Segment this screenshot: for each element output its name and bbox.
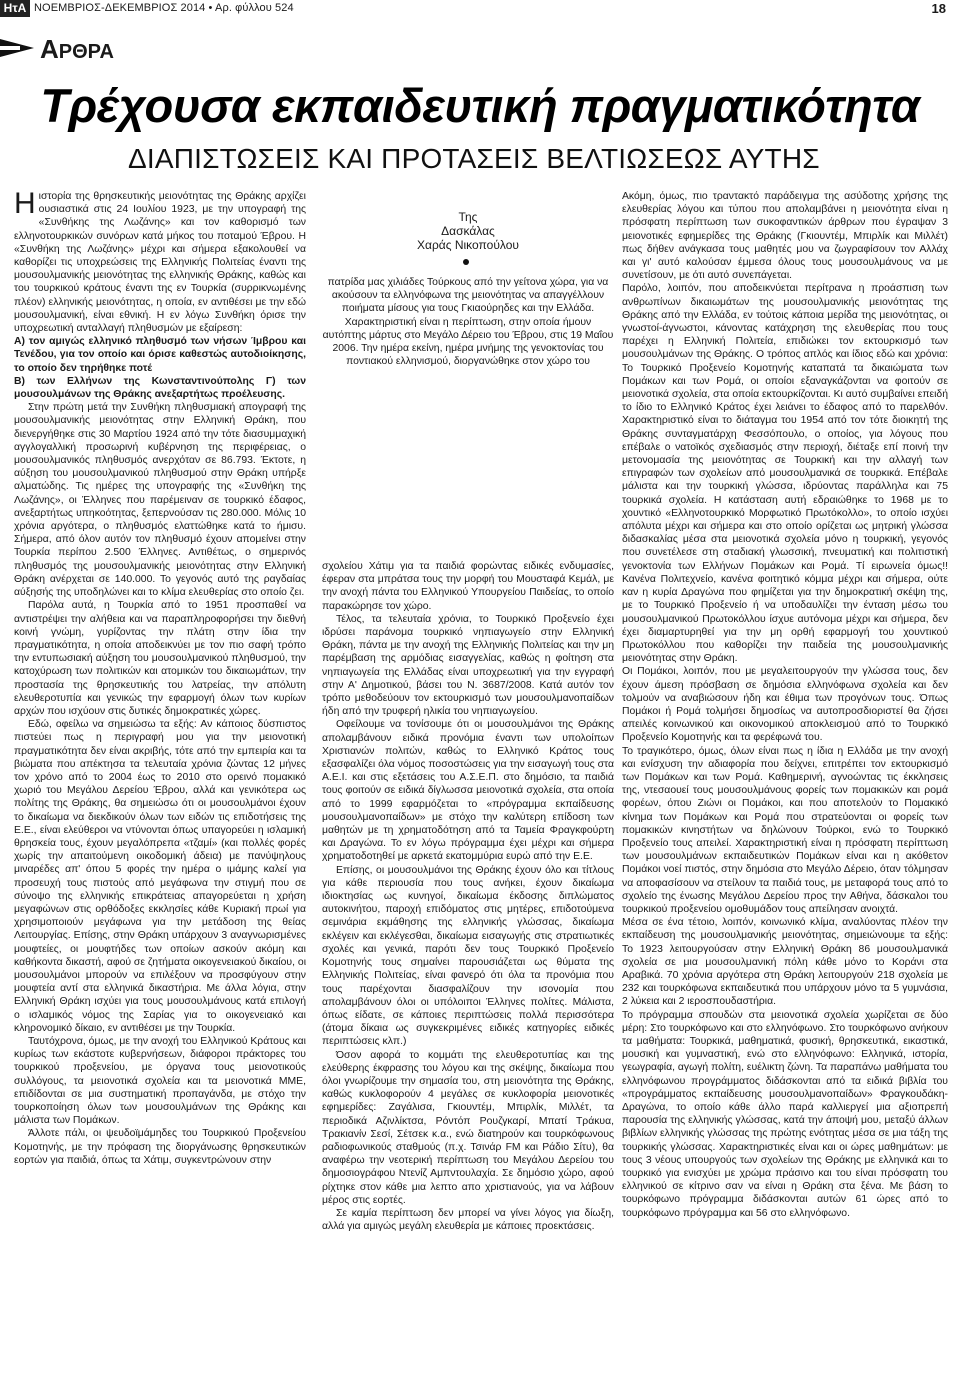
article-column-2-top <box>322 276 614 372</box>
paragraph: Σε καμία περίπτωση δεν μπορεί να γίνει λόγος για δίωξη, αλλά για αμιγώς μεγάλη ελευθερία με κάποιες προεκτάσεις. <box>322 1207 614 1233</box>
byline-dot <box>463 259 469 265</box>
byline-prefix: Της <box>458 210 478 224</box>
section-label <box>40 34 114 65</box>
paragraph: πατρίδα μας χιλιάδες Τούρκους από την γείτονα χώρα, για να ακούσουν τα ελληνόφωνα της μειονότητας να απαγγέλλουν ποιήματα μίσους για τους Γκιαούρηδες και την Ελλάδα. <box>327 277 609 315</box>
arrow-notch <box>0 46 20 50</box>
paragraph: Μέσα σε ένα τέτοιο, λοιπόν, κοινωνικό κλίμα, αναλύοντας πλέον την εκπαίδευση της μουσουλμανικής μειονότητας, σημειώνουμε τα εξής: Το 1923 λειτουργούσαν στην Ελληνική Θράκη 86 μουσουλμανικά σχολεία σε μια μουσουλμανική πόλη κάθε μόνο το Κοράνι στα Αραβικά. 70 χρόνια αργότερα στη Θράκη λειτουργούν 218 σχολεία με 232 και τουρκόφωνα εκπαιδευτικά που υπάρχουν μόνο τα 5 γυμνάσια, 2 λύκεια και 2 ιεροσπουδαστήρια. <box>622 917 948 1008</box>
paragraph: Άλλοτε πάλι, οι ψευδοϊμάμηδες του Τουρκικού Προξενείου Κομοτηνής, με την πρόφαση της διοργάνωσης θρησκευτικών εορτών για παιδιά, όπως τα Χάτιμ, συγκεντρώνουν στην <box>14 1128 306 1166</box>
paragraph-bold: Α) τον αμιγώς ελληνικό πληθυσμό των νήσων Ίμβρου και Τενέδου, για τον οποίο και όρισε καθεστώς αυτοδιοίκησης, το οποίο δεν τηρήθηκε ποτέ <box>14 336 306 374</box>
article-column-3 <box>622 190 948 1380</box>
paragraph: Το τραγικότερο, όμως, όλων είναι πως η ίδια η Ελλάδα με την ανοχή και ενίσχυση την αδιαφορία που δείχνει, επιτρέπει τον εκτουρκισμό των Πομάκων και των Ρομά. Καθημερινή, αγνοώντας τις έκκλησεις της, ντεσαουεί τους μουσουλμάνους φορείς των πομακικών και ρομά φορέων, όπου Ζιώνι οι Πομάκοι, και που αποτελούν το Πομακικό κίνημα των Πομάκων και Ρομά που στρατεύονται οι φορείς των πομακικών κινηστήτων να δηλώνουν Τούρκοι, ενώ το Τουρκικό Προξενείο τους απειλεί. Χαρακτηριστική είναι η πρόσφατη περίπτωση των μουσουλμάνων εκπαιδευτικών Πομάκων είναι και η ακόθετον Πομάκοι νοεί πιστός, στην δημόσια στο Μεγάλο Δέρειο, όταν τόλμησαν να αποφασίσουν να στείλουν τα παιδιά τους, με μεταφορά τους από το σχολείο της ένωσης Μεγάλου Δερείου προς την Αθήνα, δάσκαλοι του τουρκικού προξενείου ομοθυμάδον τους απείλησαν ανοιχτά. <box>622 745 948 915</box>
paragraph: Ακόμη, όμως, πιο τραντακτό παράδειγμα της ασύδοτης χρήσης της ελευθερίας λόγου και τύπου που απολαμβάνει η μειονότητα είναι η πρόσφατη περίπτωση των συκοφαντικών άρθρων που έγραψαν 3 μειονοτικές εφημερίδες της Θράκης (Γκιουντέμ, Μπιρλίκ και Μιλλέτ) πως δήθεν ανάγκασα τους μαθητές μου να ζωγραφίσουν τον Αλλάχ και γι' αυτό καλούσαν έμμεσα όλους τους μουσουλμάνους να με συνετίσουν, με ότι αυτό συνεπάγεται. <box>622 191 948 282</box>
page-header <box>0 0 960 18</box>
paragraph: Οφείλουμε να τονίσουμε ότι οι μουσουλμάνοι της Θράκης απολαμβάνουν ειδικά προνόμια έναντι των υπολοίπων Χριστιανών πολιτών, καθώς το Ελληνικό Κράτος τους εξασφαλίζει όλα νόμος ποσοστώσεις για την εισαγωγή τους στα Α.Ε.Ι. και στις εξετάσεις του Α.Σ.Ε.Π. στο δημόσιο, τα παιδιά τους φοιτούν σε ειδικά δίγλωσσα μειονοτικά σχολεία, στα οποία από το 1999 εφαρμόζεται το «πρόγραμμα εκπαίδευσης μουσουλμανοπαίδων» με στόχο την καλύτερη επίδοση των μαθητών με τη χρηματοδότηση από τα Ταμεία Φραγκφούρτη και Δραγώνα. Το εν λόγω πρόγραμμα έχει μέχρι και σήμερα χρηματοδοτηθεί με αρκετά εκατομμύρια ευρώ από την Ε.Ε. <box>322 719 614 863</box>
article-column-1 <box>14 190 306 1380</box>
paragraph: Χαρακτηριστική είναι η περίπτωση, στην οποία ήμουν αυτόπτης μάρτυς στο Μεγάλο Δέρειο του Έβρου, στις 19 Μαΐου 2006. Την ημέρα εκείνη, ημέρα μνήμης της γενοκτονίας του ποντιακού ελληνισμού, διοργανώθηκε στον χώρο του <box>322 316 614 368</box>
article-subtitle: ΔΙΑΠΙΣΤΩΣΕΙΣ ΚΑΙ ΠΡΟΤΑΣΕΙΣ ΒΕΛΤΙΩΣΕΩΣ ΑΥΤΗΣ <box>128 143 820 174</box>
section-label-rest: ΡΘΡΑ <box>58 41 114 63</box>
paragraph: Όσον αφορά το κομμάτι της ελευθεροτυπίας και της ελεύθερης έκφρασης του λόγου και της σκέψης, δικαίωμα που όλοι γνωρίζουμε την σημασία του, στη μειονότητα της Θράκης, καθώς κυκλοφορούν 4 μεγάλες σε κυκλοφορία μειονοτικές εφημερίδες: Ζαγάλισα, Γκιουντέμ, Μπιρλίκ, Μιλλέτ, τα περιοδικά Αζινλίκτσα, Ρόντόπ Ρουζγκαρί, Μπατί Τράκυα, Τρακιανίν Σεσί, Σέτσεκ κ.α., ενώ διατηρούν και τουρκόφωνους ραδιοφωνικούς σταθμούς (π.χ. Τσινάρ FM και Ράδιο Σίτυ), θα αναφέρω την νεοτερική περίπτωση του Μεγάλου Δερείου του δημοσιογράφου Ντενίζ Αμπντουλαχία. Σε δημόσιο χώρο, αφού ρίχτηκε στον κάθε μια λεπτο απο χριστιανούς, για να λάβουν μέρος στις εορτές. <box>322 1049 614 1206</box>
article-headline: Τρέχουσα εκπαιδευτική πραγματικότητα <box>40 79 920 132</box>
byline-name: Χαράς Νικοπούλου <box>417 238 519 252</box>
article-byline <box>322 210 614 252</box>
paragraph: Τέλος, τα τελευταία χρόνια, το Τουρκικό Προξενείο έχει ιδρύσει παράνομα τουρκικό νηπιαγωγείο στην Ελληνική Θράκη, πάντα με την ανοχή της Ελληνικής Πολιτείας και την μη παρέμβαση της αρμόδιας εισαγγελίας, καθώς η φοίτηση στα νηπιαγωγεία της Ελλάδας είναι υποχρεωτική για την εγγραφή στην Α' Δημοτικού, βάσει του Ν. 3687/2008. Κατά αυτόν τον τρόπο μεθοδεύουν τον εκτουρκισμό των μουσουλμανοπαίδων ήδη από την τρυφερή ηλικία του νηπιαγωγείου. <box>322 613 614 718</box>
section-label-cap: Α <box>40 34 59 64</box>
paragraph-text: ιστορία της θρησκευτικής μειονότητας της Θράκης αρχίζει ουσιαστικά στις 24 Ιουλίου 1923, με την υπογραφή της «Συνθήκης της Λωζάνης» και τον καθορισμό των ελληνοτουρκικών συνόρων κατά μήκος του ποταμού Έβρου. Η «Συνθήκη της Λωζάνης» μέχρι και σήμερα εξακολουθεί να καθορίζει τις υποχρεώσεις της Ελληνικής Πολιτείας έναντι της μουσουλμανικής μειονότητας της ελληνικής Θράκης, καθώς και του τουρκικού κράτους έναντι της εν Τουρκία (συρρικνωμένης πλέον) ελληνικής μειονότητας, η οποία, εν αντιθέσει με την εδώ μουσουλμανική, είναι εθνική. Η εν λόγω Συνθήκη όρισε την υποχρεωτική ανταλλαγή πληθυσμών με εξαίρεση: <box>14 191 306 335</box>
paragraph: Παρόλα αυτά, η Τουρκία από το 1951 προσπαθεί να αντιστρέψει την αλήθεια και να παραπληροφορήσει την διεθνή κοινή γνώμη, γυρίζοντας την πλάτη στην ίδια την πραγματικότητα, η οποία αποδεικνύει με τον πιο σαφή τρόπο την εντυπωσιακή αύξηση του μουσουλμανικού πληθυσμού, την κατοχύρωση των πολιτικών και ατομικών του δικαιωμάτων, την προστασία της θρησκευτικής του λατρείας, την απόλυτη ελευθεροτυπία και γενικώς την εφαρμογή όλων των κυρίων αρχών που ισχύουν στις δυτικές δημοκρατικές χώρες. <box>14 600 306 717</box>
newspaper-logo: HτA <box>0 0 30 17</box>
paragraph: Οι Πομάκοι, λοιπόν, που με μεγαλειτουργούν την γλώσσα τους, δεν έχουν άμεση πρόσβαση σε δημόσια ελληνόφωνα σχολεία και δεν τολμούν να αναβιώσουν ήδη και έθιμα των προγόνων τους. Όπως Πομάκοι ή Ρομά τολμήσει δημοσίως να αυτοπροσδιοριστεί θα ζήσει απειλές κοινωνικού και οικονομικού αποκλεισμού από το Τουρκικό Προξενείο Κομοτηνής και τα φερέφωνά του. <box>622 666 948 744</box>
paragraph: Επίσης, οι μουσουλμάνοι της Θράκης έχουν όλο και τίτλους για κάθε περιουσία που τους ανήκει, έχουν δικαίωμα ιδιοκτησίας ως κυνηγοί, δικαίωμα έκδοσης διπλώματος αυτοκινήτου, παροχή επιδόματος στις μητέρες, επιδοτούμενα σεμινάρια εκμάθησης της ελληνικής γλώσσας, δικαίωμα εκλέγειν και εκλέγεσθαι, δικαίωμα εισαγωγής στις στρατιωτικές σχολές και γενικά, παρότι δεν τους Τουρκικό Προξενείο Κομοτηνής τους σημαίνει παρουσιάζεται ως θύματα της Ελληνικής Πολιτείας, είναι φανερό ότι όλα τα προνόμια που τους παρέχονται διασφαλίζουν την ισονομία που απολαμβάνουν όλοι οι υπόλοιποι Έλληνες πολίτες. Μάλιστα, όπως είδατε, σε κάποιες περιπτώσεις πολλά περισσότερα (άτομα δίκαια ως συγκεκριμένες ειδικές κατηγορίες ειδικές περιπτώσεις κλπ.) <box>322 864 614 1048</box>
paragraph: σχολείου Χάτιμ για τα παιδιά φορώντας ειδικές ενδυμασίες, έφεραν στα μπράτσα τους την μορφή του Μουσταφά Κεμάλ, με την ανοχή πάντα του Ελληνικού Υπουργείου Παιδείας, το οποίο παρακώρησε τον χώρο. <box>322 561 614 612</box>
paragraph: Ταυτόχρονα, όμως, με την ανοχή του Ελληνικού Κράτους και κυρίως των εκάστοτε κυβερνήσεων, διάφοροι πράκτορες του τουρκικού προξενείου, με όργανα τους μειονοτικούς συλλόγους, τα μειονοτικά σχολεία και τα μειονοτικά ΜΜΕ, επιδίδονται σε μια συστηματική προπαγάνδα, με στόχο την τουρκοποίηση όλων των μουσουλμάνων της Θράκης και μάλιστα των Πομάκων. <box>14 1036 306 1127</box>
article-column-2 <box>322 560 614 1380</box>
issue-info: ΝΟΕΜΒΡΙΟΣ-ΔΕΚΕΜΒΡΙΟΣ 2014 • Αρ. φύλλου 524 <box>34 2 294 14</box>
paragraph-bold: Β) των Ελλήνων της Κωνσταντινούπολης Γ) των μουσουλμάνων της Θράκης ανεξαρτήτως προέλευσης. <box>14 375 306 401</box>
paragraph: Παρόλο, λοιπόν, που αποδεικνύεται περίτρανα η προάσπιση των ανθρωπίνων δικαιωμάτων της μουσουλμανικής μειονότητας της Θράκης από την Ελλάδα, εν τούτοις κάποια μερίδα της μειονότητας, οι γνωστοί-άγνωστοι, κάνοντας κατάχρηση της ελευθερίας που τους παρέχει η Ελληνική Πολιτεία, επιδιώκει τον εκτουρκισμό των μουσουλμάνων της Θράκης. Ο τρόπος απλός και ίδιος εδώ και χρόνια: Το Τουρκικό Προξενείο Κομοτηνής καταπατά τα δικαιώματα των Πομάκων και των Ρομά, οι οποίοι εξαναγκάζονται να φοιτούν σε μειονοτικά σχολεία, στα οποία εκτουρκίζονται. Κι αυτό συμβαίνει επειδή το ίδιο το Ελληνικό Κράτος έχει λειάνει το έδαφος από το παρελθόν. Χαρακτηριστικό είναι το διάταγμα του 1954 από τον τότε διοικητή της Θράκης συνταγματάρχη Φεσσόπουλο, ο οποίος, για λόγους που επέβαλε ο νατοϊκός σχεδιασμός στην περιοχή, διέταξε επί ποινή την μετονομασία της μειονότητας σε Τουρκική και την αλλαγή των επιγραφών των σχολείων από μουσουλμανικά σε τουρκικά. Επέβαλε μάλιστα και την τουρκική γλώσσα, ιδρύοντας παράλληλα και 75 τουρκικά σχολεία. Η κατάσταση αυτή εδραιώθηκε το 1968 με το χουντικό «Ελληνοτουρκικό Μορφωτικό Πρωτόκολλο», το οποίο ισχύει απόλυτα μέχρι και σήμερα και στο οποίο ορίζεται ως μητρική γλώσσα διδασκαλίας μέσα στα μειονοτικά σχολεία μόνο η τουρκική, γεγονός που συνετέλεσε στη σταδιακή γλωσσική, πνευματική και πολιτιστική γενοκτονία των Ελλήνων Πομάκων και Ρομά. Τί ειρωνεία όμως!! Κανένα Πολιτεχνείο, κανένα φοιτητικό κόμμα μέχρι και σήμερα, ούτε καν η κυρία Δραγώνα που φημίζεται για την δημοκρατική σκέψη της, με το Τουρκικό Προξενείο ή να υποδαυλίζει την ένταση μέσω του μουσουλμανικού Πρωτοκόλλου ίσχυε αυτόνομα μέχρι και σήμερα, δεν έχει διαμαρτυρηθεί για την μη ορθή εφαρμογή του χουντικού Πρωτοκόλλου που καθορίζει την παιδεία της μουσουλμανικής μειονότητας στην Θράκη. <box>622 283 948 665</box>
paragraph <box>14 190 306 335</box>
drop-cap: Η <box>14 190 36 220</box>
byline-role: Δασκάλας <box>441 224 495 238</box>
paragraph: Το πρόγραμμα σπουδών στα μειονοτικά σχολεία χωρίζεται σε δύο μέρη: Στο τουρκόφωνο και στο ελληνόφωνο. Στο τουρκόφωνο ανήκουν τα μαθήματα: Τουρκικά, μαθηματικά, φυσική, θρησκευτικά, εικαστικά, μουσική και γυμναστική, ενώ στο ελληνόφωνο: Ελληνικά, ιστορία, γεωγραφία, αγωγή πολίτη, ευέλικτη ζώνη. Τα παραπάνω μαθήματα του ελληνόφωνου προγράμματος διδάσκονται από τα ειδικά βιβλία του «προγράμματος εκπαίδευσης μουσουλμανοπαίδων» Φραγκουδάκη-Δραγώνα, το οποίο κάθε άλλο παρά καλλιεργεί μια αξιοπρεπή παρουσία της ελληνικής γλώσσας, κατά την άποψή μου, μεταξύ άλλων βιβλίων ελληνικής γλώσσας της πρώτης ενότητας μέσα σε μια τάξη της τουρκικής γλώσσας. Χαρακτηριστικές είναι και οι ώρες μαθημάτων: με τους 3 νέους υπουργούς των σχολείων της Θράκης με ελληνικά και το τουρκικό για ενισχύει με χρώμα πράσινο και του είναι πρόσφατη του ελληνικού σε κίτρινο σαν να είναι η Θράκη στα ξένα. Με βάση το τουρκόφωνο πρόγραμμα διδάσκονται αυτών 61 ώρες από το τουρκόφωνο πρόγραμμα και 56 στο ελληνόφωνο. <box>622 1009 948 1219</box>
paragraph: Στην πρώτη μετά την Συνθήκη πληθυσμιακή απογραφή της μουσουλμανικής μειονότητας στην Ελληνική Θράκη, που διενεργήθηκε στις 30 Μαρτίου 1924 από την τότε διασυμμαχική αγγλογαλλική προσωρινή κυβέρνηση της περιφέρειας, ο μουσουλμανικός πληθυσμός ανερχόταν σε 86.793. Έκτοτε, η αύξηση του μουσουλμανικού πληθυσμού στην Θράκη υπήρξε αλματώδης. Τις ημέρες της υπογραφής της «Συνθήκη της Λωζάνης», οι Έλληνες που παρέμειναν σε τουρκικό έδαφος, ανεξαρτήτως υπηκοότητας, ξεπερνούσαν τις 280.000. Μόλις 10 χρόνια αργότερα, ο πληθυσμός ελαττώθηκε κατά το ήμισυ. Σήμερα, από όλον αυτόν τον πληθυσμό έχουν απομείνει στην Τουρκία περίπου 2.500 Έλληνες. Αντιθέτως, ο σημερινός πληθυσμός της μουσουλμανικής μειονότητας στην Ελληνική Θράκη ανέρχεται σε 140.000. Το γεγονός αυτό της ραγδαίας αύξησής της υποδηλώνει και το κλίμα ελευθερίας στο οποίο ζει. <box>14 402 306 599</box>
page-number: 18 <box>931 1 946 16</box>
paragraph: Εδώ, οφείλω να σημειώσω τα εξής: Αν κάποιος δύσπιστος πιστεύει πως η περιγραφή μου για την μειονοτική πραγματικότητα δεν είναι ακριβής, τότε από την εμπειρία και τα βιώματα που απέκτησα τα τελευταία χρόνια ζώντας 12 μήνες τον χρόνο από το 2004 έως το 2010 στο ορεινό πομακικό χωριό του Μεγάλου Δερείου Έβρου, αλλά και γενικότερα ως πολίτης της Θράκης, θα σημειώσω ότι οι μουσουλμάνοι έχουν το δικαίωμα να διεκδικούν όλων των ειδών τις επιδοτήσεις της Ε.Ε., είναι ελεύθεροι να ντύνονται όπως υπαγορεύει η ισλαμική θρησκεία τους, έχουν μεγαλόπρεπα «τζαμί» (και πολλές φορές χωρίς την απαιτούμενη οικοδομική άδεια) με πανύψηλους μιναρέδες απ' όπου 5 φορές την ημέρα ο ιμάμης καλεί για προσευχή τους πιστούς από μεγάφωνα την στιγμή που σε σύνοψο της ελληνικής επικράτειας απαγορεύεται η χρήση μεγαφώνων στις ορθόδοξες εκκλησίες κάθε Κυριακή πρωί για χρησιμοποιούν μεγάφωνα για την μετάδοση της θείας Λειτουργίας. Επίσης, στην Θράκη υπάρχουν 3 αναγνωρισμένες μουφτείες, οι μουφτήδες των οποίων ασκούν ακόμη και καθήκοντα δικαστή, αφού σε ζητήματα οικογενειακού δικαίου, οι μουσουλμάνοι μπορούν να επιλέξουν να προσφύγουν στην μουφτεία αντί στα ελληνικά δικαστήρια. Με άλλα λόγια, στην Ελληνική Θράκη ισχύει για τους μουσουλμάνους κατά επιλογή ο ισλαμικός νόμος της Σαρίας για το οικογενειακό και κληρονομικό δίκαιο, εν αντιθέσει με την Τουρκία. <box>14 719 306 1034</box>
